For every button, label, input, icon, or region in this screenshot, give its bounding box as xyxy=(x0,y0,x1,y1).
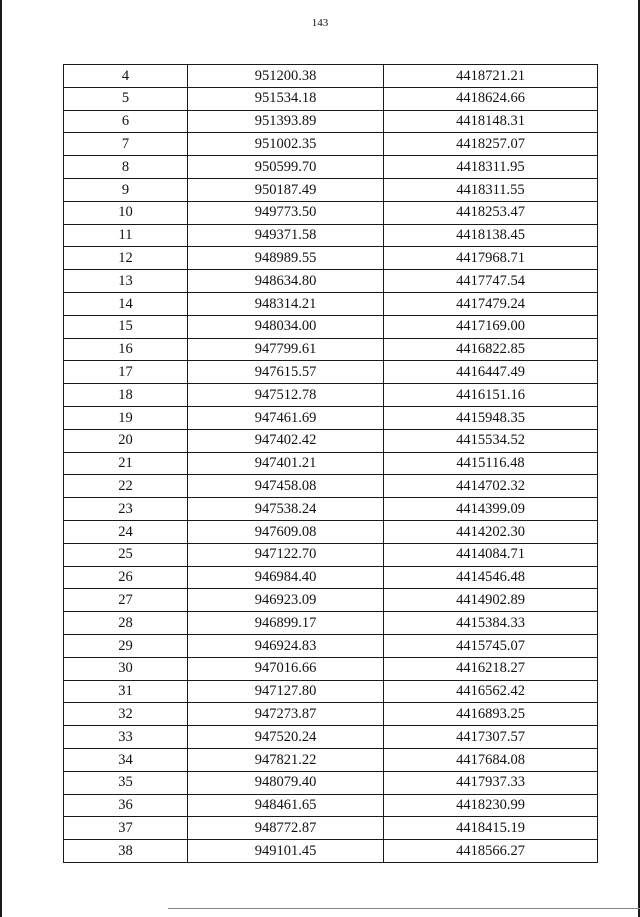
y-coordinate-cell: 4417684.08 xyxy=(384,748,598,771)
x-coordinate-cell: 947609.08 xyxy=(188,520,384,543)
point-number-cell: 31 xyxy=(64,680,188,703)
point-number-cell: 17 xyxy=(64,361,188,384)
table-row xyxy=(64,771,598,794)
x-coordinate-cell: 947799.61 xyxy=(188,338,384,361)
x-coordinate-cell: 947273.87 xyxy=(188,703,384,726)
point-number-cell: 9 xyxy=(64,178,188,201)
table-row xyxy=(64,224,598,247)
table-row xyxy=(64,110,598,133)
x-coordinate-cell: 951534.18 xyxy=(188,87,384,110)
y-coordinate-cell: 4415534.52 xyxy=(384,429,598,452)
point-number-cell: 18 xyxy=(64,384,188,407)
point-number-cell: 32 xyxy=(64,703,188,726)
table-row xyxy=(64,270,598,293)
x-coordinate-cell: 947461.69 xyxy=(188,406,384,429)
page-number: 143 xyxy=(311,17,329,29)
point-number-cell: 7 xyxy=(64,133,188,156)
point-number-cell: 19 xyxy=(64,406,188,429)
y-coordinate-cell: 4418230.99 xyxy=(384,794,598,817)
table-row xyxy=(64,520,598,543)
point-number-cell: 15 xyxy=(64,315,188,338)
x-coordinate-cell: 946924.83 xyxy=(188,634,384,657)
x-coordinate-cell: 948079.40 xyxy=(188,771,384,794)
table-row xyxy=(64,612,598,635)
y-coordinate-cell: 4418415.19 xyxy=(384,817,598,840)
point-number-cell: 5 xyxy=(64,87,188,110)
x-coordinate-cell: 949101.45 xyxy=(188,840,384,863)
coordinates-table xyxy=(63,64,598,863)
y-coordinate-cell: 4416562.42 xyxy=(384,680,598,703)
table-row xyxy=(64,406,598,429)
point-number-cell: 30 xyxy=(64,657,188,680)
table-row xyxy=(64,292,598,315)
y-coordinate-cell: 4415948.35 xyxy=(384,406,598,429)
y-coordinate-cell: 4415745.07 xyxy=(384,634,598,657)
table-row xyxy=(64,703,598,726)
x-coordinate-cell: 947401.21 xyxy=(188,452,384,475)
table-row xyxy=(64,87,598,110)
bottom-rule xyxy=(168,908,640,909)
page-left-border xyxy=(0,0,2,917)
point-number-cell: 20 xyxy=(64,429,188,452)
point-number-cell: 23 xyxy=(64,498,188,521)
table-row xyxy=(64,338,598,361)
point-number-cell: 35 xyxy=(64,771,188,794)
table-row xyxy=(64,748,598,771)
y-coordinate-cell: 4417169.00 xyxy=(384,315,598,338)
y-coordinate-cell: 4418148.31 xyxy=(384,110,598,133)
table-row xyxy=(64,794,598,817)
y-coordinate-cell: 4416447.49 xyxy=(384,361,598,384)
x-coordinate-cell: 948634.80 xyxy=(188,270,384,293)
point-number-cell: 11 xyxy=(64,224,188,247)
x-coordinate-cell: 951393.89 xyxy=(188,110,384,133)
point-number-cell: 8 xyxy=(64,156,188,179)
table-row xyxy=(64,475,598,498)
table-row xyxy=(64,726,598,749)
point-number-cell: 4 xyxy=(64,65,188,88)
table-row xyxy=(64,452,598,475)
x-coordinate-cell: 947402.42 xyxy=(188,429,384,452)
x-coordinate-cell: 948461.65 xyxy=(188,794,384,817)
y-coordinate-cell: 4418311.55 xyxy=(384,178,598,201)
y-coordinate-cell: 4417479.24 xyxy=(384,292,598,315)
table-row xyxy=(64,201,598,224)
table-row xyxy=(64,133,598,156)
x-coordinate-cell: 951002.35 xyxy=(188,133,384,156)
table-row xyxy=(64,543,598,566)
table-row xyxy=(64,429,598,452)
point-number-cell: 28 xyxy=(64,612,188,635)
point-number-cell: 34 xyxy=(64,748,188,771)
x-coordinate-cell: 948314.21 xyxy=(188,292,384,315)
y-coordinate-cell: 4417937.33 xyxy=(384,771,598,794)
coordinates-table-container xyxy=(63,64,597,863)
x-coordinate-cell: 948772.87 xyxy=(188,817,384,840)
x-coordinate-cell: 949371.58 xyxy=(188,224,384,247)
point-number-cell: 37 xyxy=(64,817,188,840)
x-coordinate-cell: 947016.66 xyxy=(188,657,384,680)
y-coordinate-cell: 4416893.25 xyxy=(384,703,598,726)
table-row xyxy=(64,247,598,270)
x-coordinate-cell: 947615.57 xyxy=(188,361,384,384)
point-number-cell: 29 xyxy=(64,634,188,657)
y-coordinate-cell: 4417307.57 xyxy=(384,726,598,749)
point-number-cell: 16 xyxy=(64,338,188,361)
point-number-cell: 36 xyxy=(64,794,188,817)
x-coordinate-cell: 946923.09 xyxy=(188,589,384,612)
x-coordinate-cell: 948989.55 xyxy=(188,247,384,270)
x-coordinate-cell: 947821.22 xyxy=(188,748,384,771)
y-coordinate-cell: 4417968.71 xyxy=(384,247,598,270)
y-coordinate-cell: 4416151.16 xyxy=(384,384,598,407)
x-coordinate-cell: 950599.70 xyxy=(188,156,384,179)
table-row xyxy=(64,840,598,863)
y-coordinate-cell: 4417747.54 xyxy=(384,270,598,293)
table-row xyxy=(64,817,598,840)
y-coordinate-cell: 4414546.48 xyxy=(384,566,598,589)
x-coordinate-cell: 951200.38 xyxy=(188,65,384,88)
y-coordinate-cell: 4414702.32 xyxy=(384,475,598,498)
y-coordinate-cell: 4414902.89 xyxy=(384,589,598,612)
y-coordinate-cell: 4414399.09 xyxy=(384,498,598,521)
x-coordinate-cell: 949773.50 xyxy=(188,201,384,224)
x-coordinate-cell: 950187.49 xyxy=(188,178,384,201)
point-number-cell: 14 xyxy=(64,292,188,315)
x-coordinate-cell: 947122.70 xyxy=(188,543,384,566)
table-row xyxy=(64,566,598,589)
x-coordinate-cell: 946899.17 xyxy=(188,612,384,635)
y-coordinate-cell: 4418311.95 xyxy=(384,156,598,179)
table-row xyxy=(64,589,598,612)
x-coordinate-cell: 946984.40 xyxy=(188,566,384,589)
x-coordinate-cell: 948034.00 xyxy=(188,315,384,338)
point-number-cell: 38 xyxy=(64,840,188,863)
x-coordinate-cell: 947127.80 xyxy=(188,680,384,703)
x-coordinate-cell: 947458.08 xyxy=(188,475,384,498)
table-row xyxy=(64,384,598,407)
y-coordinate-cell: 4418257.07 xyxy=(384,133,598,156)
table-row xyxy=(64,361,598,384)
table-row xyxy=(64,65,598,88)
point-number-cell: 6 xyxy=(64,110,188,133)
point-number-cell: 24 xyxy=(64,520,188,543)
point-number-cell: 12 xyxy=(64,247,188,270)
y-coordinate-cell: 4415116.48 xyxy=(384,452,598,475)
y-coordinate-cell: 4414202.30 xyxy=(384,520,598,543)
y-coordinate-cell: 4414084.71 xyxy=(384,543,598,566)
point-number-cell: 33 xyxy=(64,726,188,749)
y-coordinate-cell: 4418566.27 xyxy=(384,840,598,863)
x-coordinate-cell: 947512.78 xyxy=(188,384,384,407)
point-number-cell: 21 xyxy=(64,452,188,475)
coordinates-table-body xyxy=(64,65,598,863)
y-coordinate-cell: 4416218.27 xyxy=(384,657,598,680)
y-coordinate-cell: 4418624.66 xyxy=(384,87,598,110)
y-coordinate-cell: 4416822.85 xyxy=(384,338,598,361)
y-coordinate-cell: 4418721.21 xyxy=(384,65,598,88)
table-row xyxy=(64,498,598,521)
point-number-cell: 27 xyxy=(64,589,188,612)
table-row xyxy=(64,156,598,179)
table-row xyxy=(64,657,598,680)
point-number-cell: 26 xyxy=(64,566,188,589)
y-coordinate-cell: 4415384.33 xyxy=(384,612,598,635)
y-coordinate-cell: 4418138.45 xyxy=(384,224,598,247)
table-row xyxy=(64,178,598,201)
y-coordinate-cell: 4418253.47 xyxy=(384,201,598,224)
table-row xyxy=(64,680,598,703)
table-row xyxy=(64,315,598,338)
x-coordinate-cell: 947538.24 xyxy=(188,498,384,521)
point-number-cell: 22 xyxy=(64,475,188,498)
point-number-cell: 13 xyxy=(64,270,188,293)
point-number-cell: 25 xyxy=(64,543,188,566)
point-number-cell: 10 xyxy=(64,201,188,224)
x-coordinate-cell: 947520.24 xyxy=(188,726,384,749)
table-row xyxy=(64,634,598,657)
